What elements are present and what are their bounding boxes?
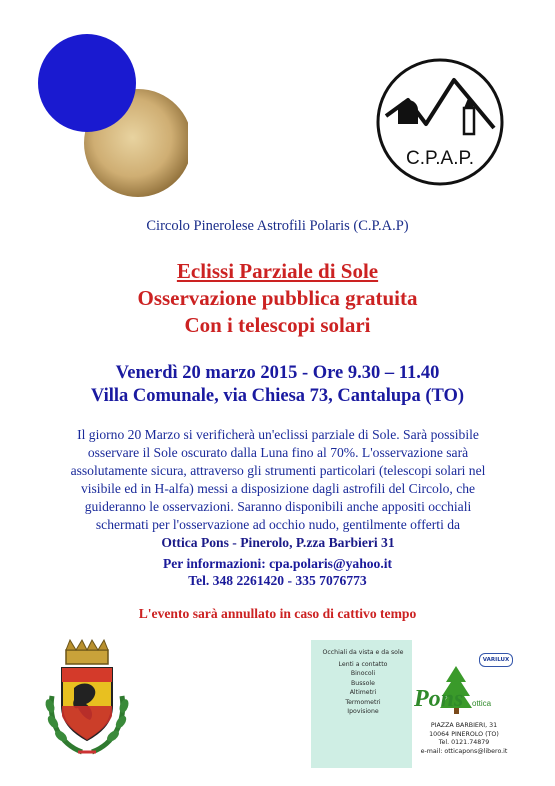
pons-logo-word: Pons	[414, 686, 464, 712]
moon-disc	[38, 34, 136, 132]
pons-ottica-logo	[410, 660, 500, 720]
club-name: Circolo Pinerolese Astrofili Polaris (C.P.A.P)	[146, 218, 409, 234]
event-title: Eclissi Parziale di Sole	[176, 259, 379, 283]
shop-city: 10064 PINEROLO (TO)	[429, 730, 499, 738]
cpap-logo-text: C.P.A.P.	[406, 148, 474, 169]
event-date-time: Venerdì 20 marzo 2015 - Ore 9.30 – 11.40	[115, 363, 440, 383]
service-item: Termometri	[345, 698, 381, 706]
varilux-badge: VARILUX	[479, 653, 513, 667]
event-subtitle: Osservazione pubblica gratuita	[137, 286, 418, 310]
service-item: Altimetri	[349, 689, 377, 696]
service-item: Ipovisione	[347, 708, 379, 715]
service-item: Occhiali da vista e da sole	[322, 649, 404, 656]
description-text: Il giorno 20 Marzo si verificherà un'eclissi parziale di Sole. Sarà possibile osservare il Sole oscurato dalla Luna fino al 70%. L'osservazione sarà assolutamente sicura, attraverso gli strumenti particolari (telescopi solari nel visibile ed in H-alfa) messi a disposizione dagli astrofili del Circolo, che guideranno le osservazioni. Saranno disponibili anche appositi occhiali schermati per l'osservazione ad occhio nudo, gentilmente offerti da	[70, 427, 486, 532]
event-description	[58, 426, 498, 552]
sponsor-text: Ottica Pons - Pinerolo, P.zza Barbieri 31	[161, 535, 395, 550]
event-place: Villa Comunale, via Chiesa 73, Cantalupa (TO)	[90, 386, 465, 406]
services-list	[317, 648, 409, 717]
shop-street: PIAZZA BARBIERI, 31	[430, 722, 498, 729]
event-subtitle-2: Con i telescopi solari	[184, 313, 371, 337]
service-item: Lenti a contatto	[338, 660, 388, 668]
pons-logo-suffix: ottica	[472, 699, 492, 708]
contact-phones: Tel. 348 2261420 - 335 7076773	[188, 573, 367, 588]
service-item: Binocoli	[350, 670, 376, 677]
shop-phone: Tel. 0121.74879	[438, 739, 490, 747]
shop-email: e-mail: otticapons@libero.it	[420, 747, 508, 755]
contact-info: Per informazioni: cpa.polaris@yahoo.it	[162, 556, 393, 571]
eclipse-illustration	[38, 28, 188, 198]
optician-services-box	[311, 640, 412, 768]
service-item: Bussole	[351, 679, 375, 687]
cpap-logo	[376, 58, 504, 186]
shop-address-block	[404, 722, 524, 756]
cancellation-notice: L'evento sarà annullato in caso di cattivo tempo	[138, 606, 417, 621]
municipal-crest	[38, 636, 136, 760]
